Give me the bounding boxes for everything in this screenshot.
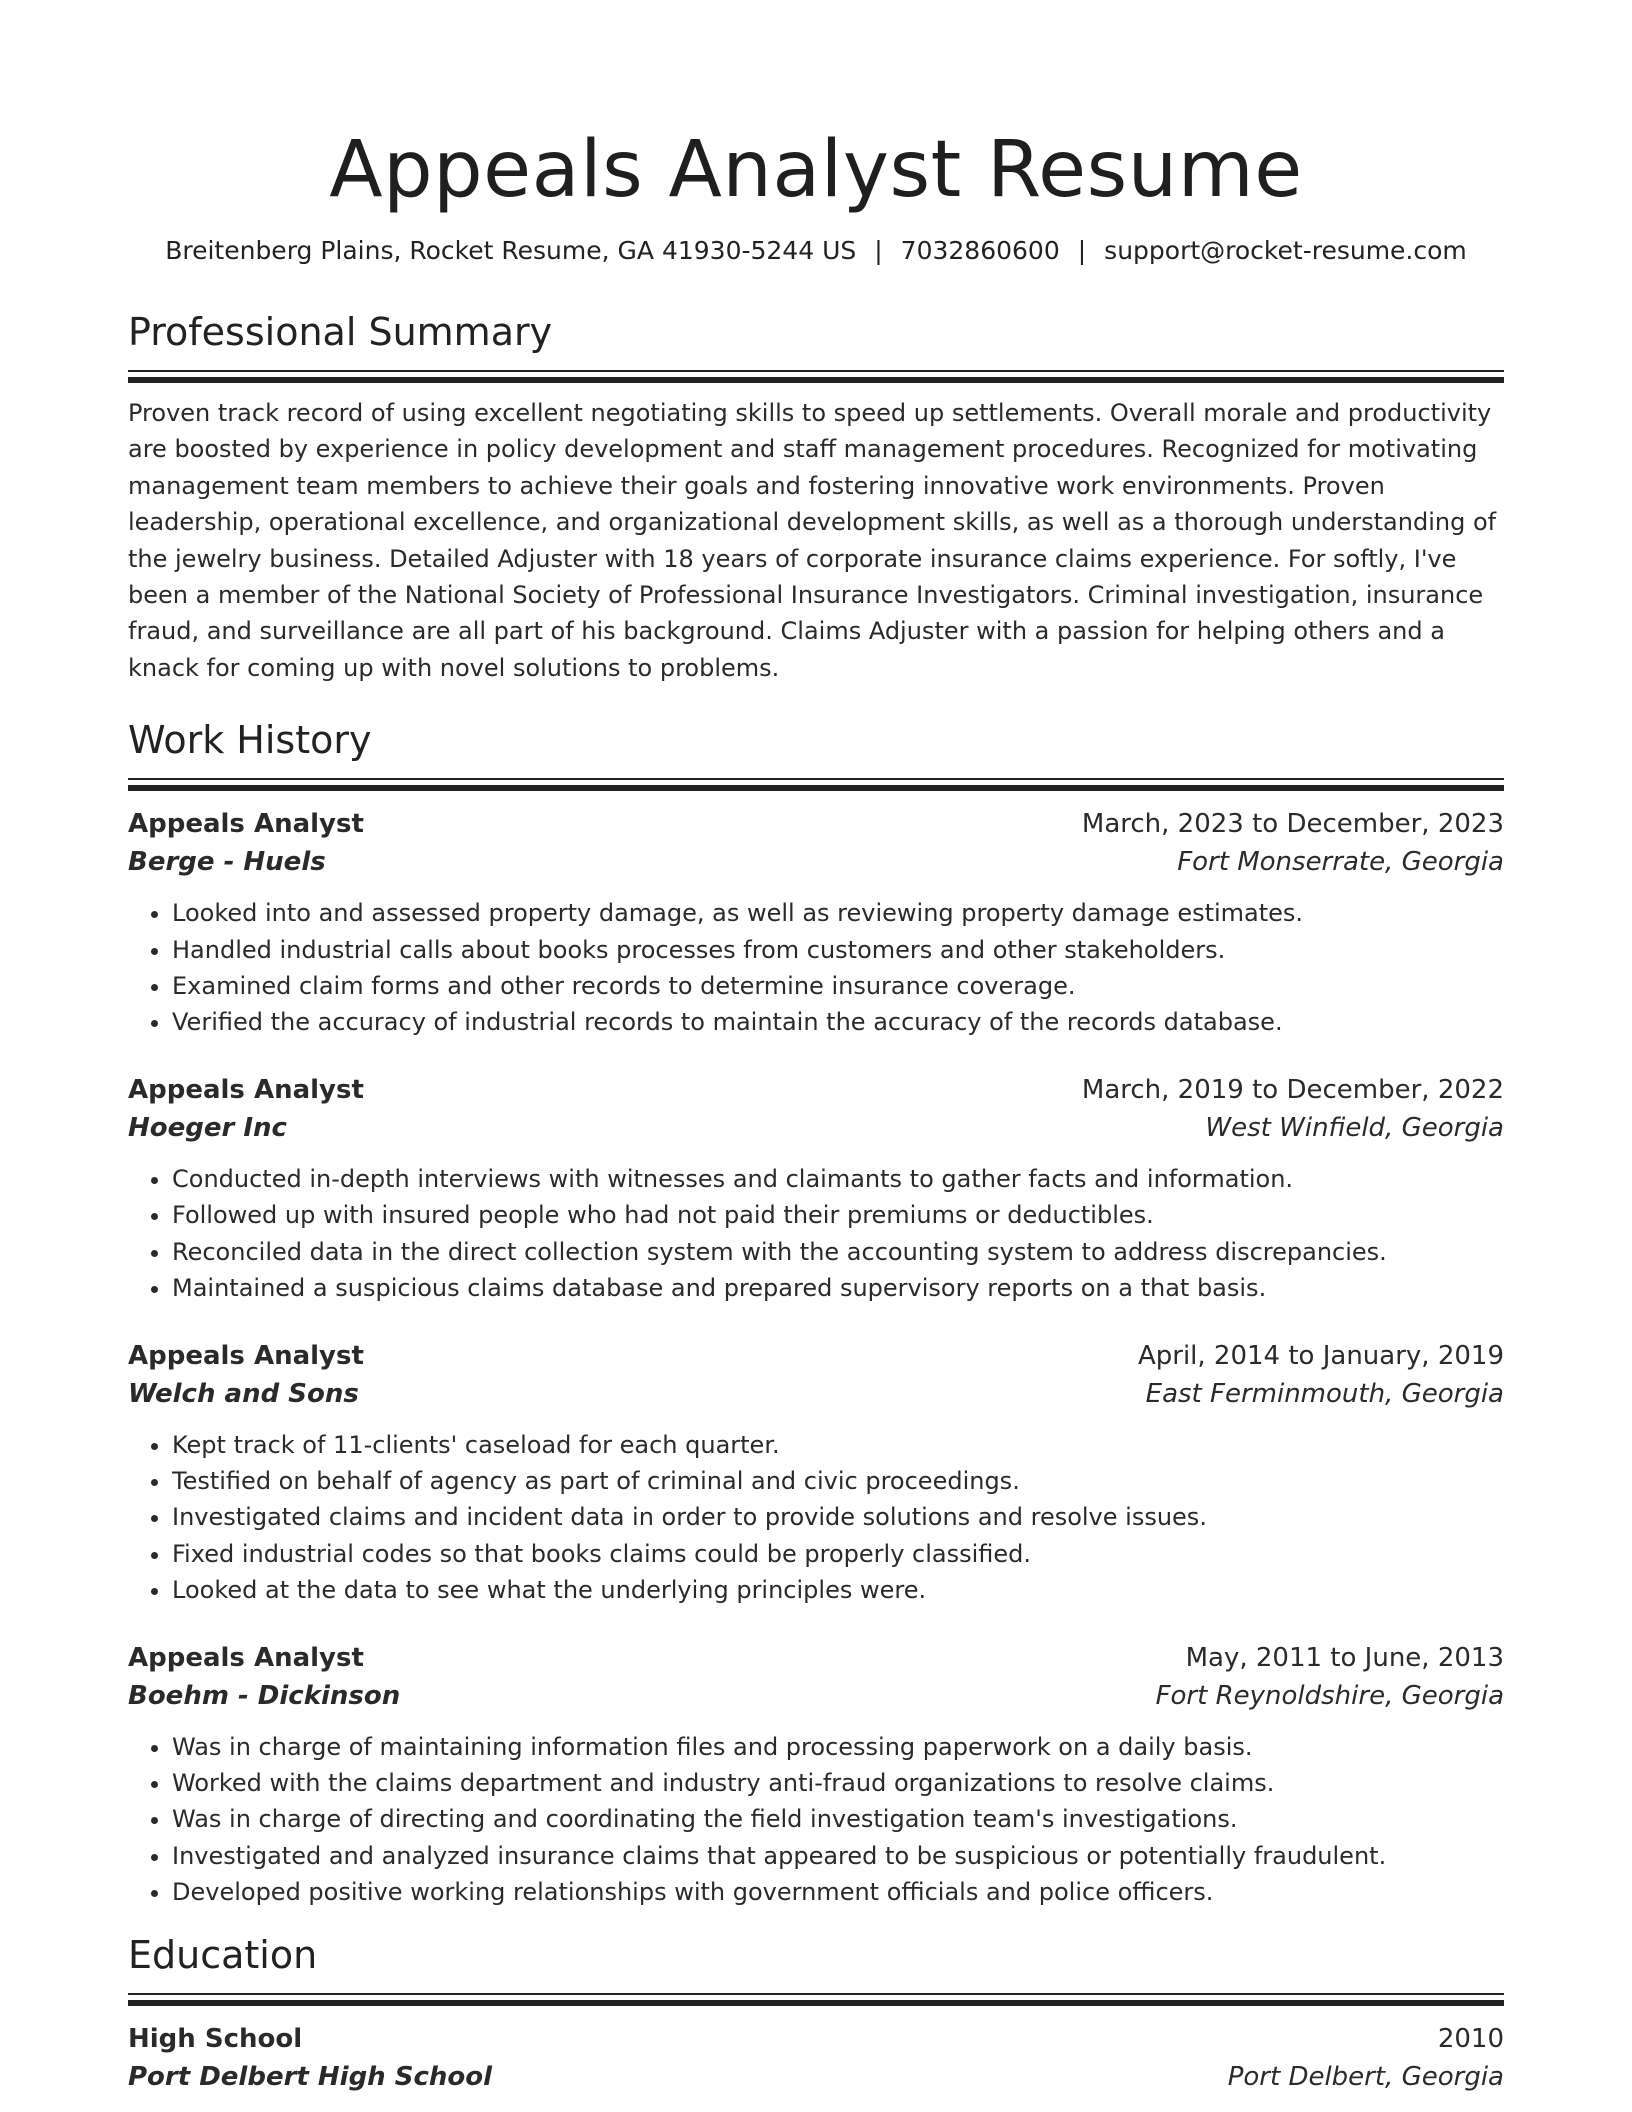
job-company-row (128, 843, 1504, 881)
contact-email: support@rocket-resume.com (1104, 236, 1467, 265)
job-bullets (128, 1729, 1504, 1911)
job-location: West Winfield, Georgia (1205, 1112, 1504, 1143)
job-bullet: • Investigated and analyzed insurance claims that appeared to be suspicious or potentially fraudulent. (172, 1838, 1504, 1874)
job-location: Fort Monserrate, Georgia (1177, 847, 1504, 878)
job-bullet: • Testified on behalf of agency as part of criminal and civic proceedings. (172, 1463, 1504, 1499)
job-header-row (128, 1337, 1504, 1375)
contact-phone: 7032860600 (900, 236, 1060, 265)
job-entry (128, 1071, 1504, 1307)
section-heading-work-history: Work History (128, 718, 372, 763)
job-dates: April, 2014 to January, 2019 (1137, 1340, 1504, 1371)
contact-separator: | (1077, 236, 1087, 265)
job-bullet: • Fixed industrial codes so that books claims could be properly classified. (172, 1536, 1504, 1572)
job-bullet: • Maintained a suspicious claims database and prepared supervisory reports on a that basis. (172, 1270, 1504, 1306)
job-bullet: • Looked at the data to see what the underlying principles were. (172, 1572, 1504, 1608)
education-degree: High School (128, 2023, 303, 2054)
job-company-row (128, 1109, 1504, 1147)
work-history-section (128, 716, 1504, 1910)
job-bullets (128, 1161, 1504, 1307)
contact-address: Breitenberg Plains, Rocket Resume, GA 41930-5244 US (165, 236, 857, 265)
section-divider (128, 370, 1504, 383)
job-bullet: • Looked into and assessed property damage, as well as reviewing property damage estimates. (172, 895, 1504, 931)
job-dates: March, 2019 to December, 2022 (1081, 1074, 1504, 1105)
job-bullet: • Conducted in-depth interviews with witnesses and claimants to gather facts and information. (172, 1161, 1504, 1197)
job-bullet: • Worked with the claims department and industry anti-fraud organizations to resolve claims. (172, 1765, 1504, 1801)
job-bullets (128, 895, 1504, 1041)
education-section (128, 1931, 1504, 2096)
education-header-row (128, 2020, 1504, 2058)
section-heading-summary: Professional Summary (128, 310, 553, 354)
job-location: East Ferminmouth, Georgia (1145, 1378, 1504, 1409)
education-school-row (128, 2058, 1504, 2096)
job-header-row (128, 1071, 1504, 1109)
job-entry (128, 805, 1504, 1041)
job-title: Appeals Analyst (128, 1074, 364, 1105)
job-bullet: • Was in charge of maintaining information files and processing paperwork on a daily basis. (172, 1729, 1504, 1765)
summary-section (128, 308, 1504, 686)
job-company: Berge - Huels (128, 847, 326, 878)
section-heading-education: Education (128, 1932, 318, 1977)
summary-text: Proven track record of using excellent negotiating skills to speed up settlements. Overall morale and productivity are boosted by experience in policy development and staff management procedures. Recognized for motivating management team members to achieve their goals and fostering innovative work environments. Proven leadership, operational excellence, and organizational development skills, as well as a thorough understanding of the jewelry business. Detailed Adjuster with 18 years of corporate insurance claims experience. For softly, I've been a member of the National Society of Professional Insurance Investigators. Criminal investigation, insurance fraud, and surveillance are all part of his background. Claims Adjuster with a passion for helping others and a knack for coming up with novel solutions to problems. (128, 399, 1497, 682)
job-bullet: • Kept track of 11-clients' caseload for each quarter. (172, 1427, 1504, 1463)
resume-title: Appeals Analyst Resume (329, 125, 1303, 215)
job-company: Hoeger Inc (128, 1112, 287, 1143)
job-bullet: • Reconciled data in the direct collection system with the accounting system to address discrepancies. (172, 1234, 1504, 1270)
education-entry (128, 2020, 1504, 2096)
job-dates: March, 2023 to December, 2023 (1081, 809, 1504, 840)
job-header-row (128, 805, 1504, 843)
education-year: 2010 (1437, 2023, 1504, 2054)
job-bullet: • Verified the accuracy of industrial records to maintain the accuracy of the records database. (172, 1004, 1504, 1040)
job-bullet: • Examined claim forms and other records to determine insurance coverage. (172, 968, 1504, 1004)
job-company: Boehm - Dickinson (128, 1680, 401, 1711)
job-bullet: • Developed positive working relationships with government officials and police officers. (172, 1874, 1504, 1910)
education-school: Port Delbert High School (128, 2061, 493, 2092)
job-header-row (128, 1639, 1504, 1677)
job-entry (128, 1639, 1504, 1911)
job-location: Fort Reynoldshire, Georgia (1155, 1680, 1504, 1711)
section-divider (128, 778, 1504, 791)
job-company: Welch and Sons (128, 1378, 359, 1409)
job-bullet: • Was in charge of directing and coordinating the field investigation team's investigations. (172, 1801, 1504, 1837)
job-company-row (128, 1677, 1504, 1715)
contact-separator: | (874, 236, 883, 265)
job-title: Appeals Analyst (128, 1642, 364, 1673)
resume-page (128, 0, 1504, 2096)
job-bullets (128, 1427, 1504, 1609)
section-divider (128, 1993, 1504, 2006)
job-bullet: • Followed up with insured people who had not paid their premiums or deductibles. (172, 1197, 1504, 1233)
job-title: Appeals Analyst (128, 1340, 364, 1371)
job-dates: May, 2011 to June, 2013 (1185, 1642, 1504, 1673)
job-company-row (128, 1375, 1504, 1413)
job-bullet: • Handled industrial calls about books processes from customers and other stakeholders. (172, 932, 1504, 968)
job-bullet: • Investigated claims and incident data in order to provide solutions and resolve issues. (172, 1499, 1504, 1535)
job-entry (128, 1337, 1504, 1609)
job-title: Appeals Analyst (128, 809, 364, 840)
education-location: Port Delbert, Georgia (1227, 2061, 1504, 2092)
contact-line (128, 234, 1504, 268)
